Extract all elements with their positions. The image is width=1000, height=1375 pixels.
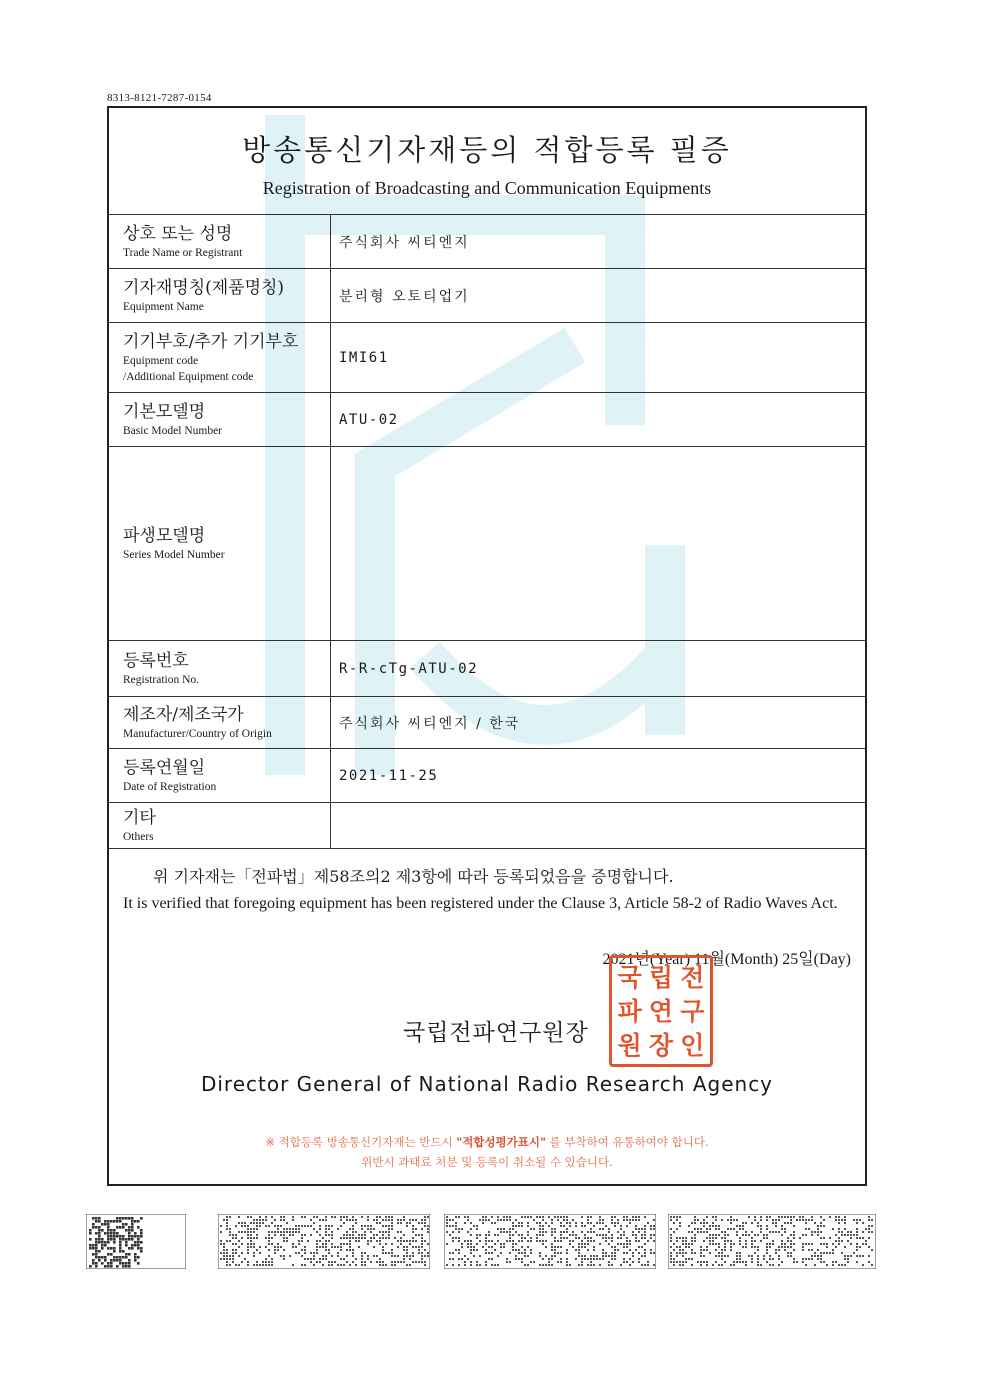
certificate-title-ko: 방송통신기자재등의 적합등록 필증	[242, 133, 732, 167]
seal-char: 원	[617, 1030, 642, 1060]
table-row-registration-no	[109, 640, 865, 697]
label-en: Series Model Number	[123, 549, 225, 561]
table-row-equipment-name	[109, 268, 865, 323]
row-label	[109, 215, 331, 269]
label-ko: 기자재명칭(제품명칭)	[123, 278, 285, 298]
row-value: 분리형 오토티업기	[339, 289, 470, 305]
seal-char: 립	[648, 962, 674, 992]
notice-line-1	[109, 1132, 865, 1152]
label-ko: 기기부호/추가 기기부호	[123, 332, 299, 352]
label-ko: 기타	[123, 808, 156, 828]
notice-text	[109, 1132, 865, 1172]
row-value: 주식회사 씨티엔지 / 한국	[339, 716, 521, 732]
row-label	[109, 323, 331, 393]
label-en: Registration No.	[123, 674, 200, 686]
table-row-equipment-code	[109, 322, 865, 393]
row-label	[109, 749, 331, 803]
label-ko: 상호 또는 성명	[123, 224, 233, 244]
label-en-additional: /Additional Equipment code	[123, 371, 254, 383]
table-row-trade-name	[109, 214, 865, 269]
security-pattern-3-icon	[668, 1214, 876, 1269]
row-label	[109, 697, 331, 749]
label-en: Date of Registration	[123, 781, 217, 793]
label-en: Equipment code	[123, 355, 199, 367]
label-en: Trade Name or Registrant	[123, 247, 243, 259]
security-pattern-1-icon	[218, 1214, 430, 1269]
seal-char: 인	[680, 1030, 705, 1060]
label-ko: 등록연월일	[123, 758, 206, 778]
statement-en: It is verified that foregoing equipment has been registered under the Clause 3, Article 58-2 of Radio Waves Act.	[123, 895, 838, 912]
official-seal-stamp	[609, 955, 713, 1067]
seal-char: 구	[680, 996, 705, 1026]
qr-code-icon	[86, 1214, 186, 1269]
seal-char: 전	[680, 962, 705, 992]
seal-char: 장	[648, 1030, 674, 1060]
row-label	[109, 641, 331, 697]
notice-highlight: "적합성평가표시"	[456, 1135, 546, 1149]
table-bottom-divider	[109, 848, 865, 849]
label-ko: 파생모델명	[123, 526, 206, 546]
seal-char: 연	[648, 996, 674, 1026]
row-value: 2021-11-25	[339, 768, 439, 784]
row-value: ATU-02	[339, 412, 399, 428]
row-label	[109, 803, 331, 849]
table-row-others	[109, 802, 865, 849]
notice-pre: ※ 적합등록 방송통신기자재는 반드시	[265, 1135, 453, 1149]
label-ko: 제조자/제조국가	[123, 705, 244, 725]
certificate-title-en: Registration of Broadcasting and Communication Equipments	[262, 178, 712, 198]
row-value: R-R-cTg-ATU-02	[339, 661, 479, 677]
seal-char: 파	[617, 996, 642, 1026]
row-value: IMI61	[339, 350, 389, 366]
label-en: Equipment Name	[123, 301, 204, 313]
notice-post: 를 부착하여 유통하여야 합니다.	[549, 1135, 709, 1149]
issuer-name-ko: 국립전파연구원장	[403, 1020, 589, 1046]
table-row-basic-model	[109, 392, 865, 447]
row-label	[109, 393, 331, 447]
seal-char: 국	[617, 962, 642, 992]
label-ko: 등록번호	[123, 651, 189, 671]
certificate-frame	[107, 106, 867, 1186]
row-label	[109, 447, 331, 641]
security-barcodes	[86, 1214, 876, 1274]
statement-ko: 위 기자재는「전파법」제58조의2 제3항에 따라 등록되었음을 증명합니다.	[153, 867, 674, 886]
issue-date: 2021년(Year) 11월(Month) 25일(Day)	[602, 951, 851, 968]
row-value: 주식회사 씨티엔지	[339, 235, 470, 251]
table-row-manufacturer	[109, 696, 865, 749]
label-en: Others	[123, 831, 154, 843]
security-pattern-2-icon	[444, 1214, 656, 1269]
row-label	[109, 269, 331, 323]
document-number: 8313-8121-7287-0154	[107, 92, 212, 104]
table-row-registration-date	[109, 748, 865, 803]
label-ko: 기본모델명	[123, 402, 206, 422]
table-row-series-model	[109, 446, 865, 641]
label-en: Basic Model Number	[123, 425, 223, 437]
label-en: Manufacturer/Country of Origin	[123, 728, 272, 740]
notice-line-2: 위반시 과태료 처분 및 등록이 취소될 수 있습니다.	[361, 1155, 613, 1169]
issuer-name-en: Director General of National Radio Research Agency	[200, 1072, 774, 1096]
